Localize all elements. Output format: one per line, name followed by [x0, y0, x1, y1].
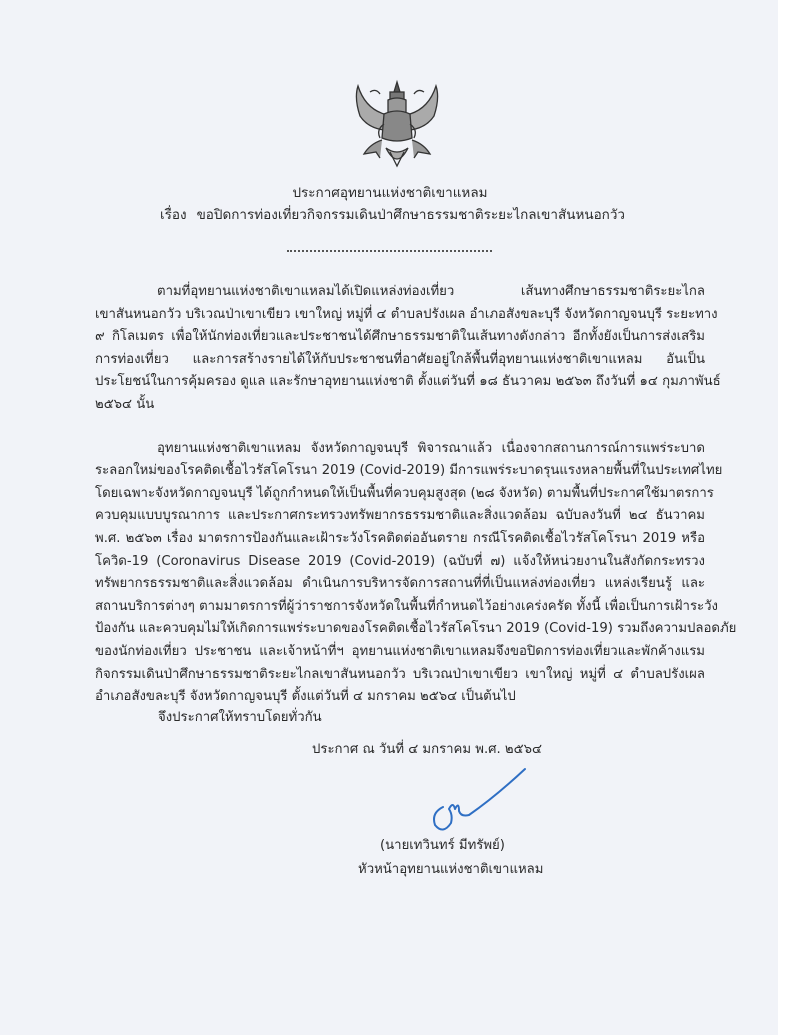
body-line: ของนักท่องเที่ยว ประชาชน และเจ้าหน้าที่ฯ อุทยานแห่งชาติเขาแหลมจึงขอปิดการท่องเที่ยวและพักค้างแรม [95, 643, 705, 659]
paragraph-2 [95, 438, 737, 709]
announcement-date: ประกาศ ณ วันที่ ๔ มกราคม พ.ศ. ๒๕๖๔ [312, 742, 542, 757]
body-line: อุทยานแห่งชาติเขาแหลม จังหวัดกาญจนบุรี พิจารณาแล้ว เนื่องจากสถานการณ์การแพร่ระบาด [157, 440, 705, 456]
body-line: โควิด-19 (Coronavirus Disease 2019 (Covid-2019) (ฉบับที่ ๗) แจ้งให้หน่วยงานในสังกัดกระทรวง [95, 553, 705, 569]
document-body [95, 281, 737, 709]
signer-position: หัวหน้าอุทยานแห่งชาติเขาแหลม [358, 862, 544, 877]
signature-icon [425, 765, 535, 835]
body-line: พ.ศ. ๒๕๖๓ เรื่อง มาตรการป้องกันและเฝ้าระวังโรคติดต่ออันตราย กรณีโรคติดเชื้อไวรัสโคโรนา 2019 หรือ [95, 530, 705, 546]
body-line: ควบคุมแบบบูรณาการ และประกาศกระทรวงทรัพยากรธรรมชาติและสิ่งแวดล้อม ฉบับลงวันที่ ๒๔ ธันวาคม [95, 508, 705, 524]
body-line: สถานบริการต่างๆ ตามมาตรการที่ผู้ว่าราชการจังหวัดในพื้นที่กำหนดไว้อย่างเคร่งครัด ทั้งนี้ เพื่อเป็นการเฝ้าระวัง [95, 598, 718, 614]
dotted-separator [287, 250, 492, 252]
garuda-emblem-icon [340, 78, 455, 173]
signer-name: (นายเทวินทร์ มีทรัพย์) [380, 838, 505, 853]
subject-label: เรื่อง [160, 207, 187, 223]
body-line: โดยเฉพาะจังหวัดกาญจนบุรี ได้ถูกกำหนดให้เป็นพื้นที่ควบคุมสูงสุด (๒๘ จังหวัด) ตามพื้นที่ประกาศใช้มาตรการ [95, 485, 714, 501]
body-line: ๒๕๖๔ นั้น [95, 396, 155, 412]
body-line: ตามที่อุทยานแห่งชาติเขาแหลมได้เปิดแหล่งท่องเที่ยว เส้นทางศึกษาธรรมชาติระยะไกล [157, 284, 705, 299]
body-line: กิจกรรมเดินป่าศึกษาธรรมชาติระยะไกลเขาสันหนอกวัว บริเวณป่าเขาเขียว เขาใหญ่ หมู่ที่ ๔ ตำบลปรังเผล [95, 666, 705, 682]
body-line: เขาสันหนอกวัว บริเวณป่าเขาเขียว เขาใหญ่ หมู่ที่ ๔ ตำบลปรังเผล อำเภอสังขละบุรี จังหวัดกาญจนบุรี ระยะทาง [95, 306, 718, 322]
announcement-subject [160, 205, 625, 225]
body-line: ประโยชน์ในการคุ้มครอง ดูแล และรักษาอุทยานแห่งชาติ ตั้งแต่วันที่ ๑๘ ธันวาคม ๒๕๖๓ ถึงวันที่ ๑๔ กุมภาพันธ์ [95, 374, 721, 390]
subject-text: ขอปิดการท่องเที่ยวกิจกรรมเดินป่าศึกษาธรรมชาติระยะไกลเขาสันหนอกวัว [196, 207, 626, 223]
body-line: อำเภอสังขละบุรี จังหวัดกาญจนบุรี ตั้งแต่วันที่ ๔ มกราคม ๒๕๖๔ เป็นต้นไป [95, 689, 516, 705]
body-line: ทรัพยากรธรรมชาติและสิ่งแวดล้อม ดำเนินการบริหารจัดการสถานที่ที่เป็นแหล่งท่องเที่ยว แหล่งเรียนรู้ และ [95, 576, 705, 592]
announcement-title: ประกาศอุทยานแห่งชาติเขาแหลม [292, 185, 488, 201]
body-line: ป้องกัน และควบคุมไม่ให้เกิดการแพร่ระบาดของโรคติดเชื้อไวรัสโคโรนา 2019 (Covid-19) รวมถึงความปลอดภัย [95, 621, 737, 637]
body-line: ระลอกใหม่ของโรคติดเชื้อไวรัสโคโรนา 2019 (Covid-2019) มีการแพร่ระบาดรุนแรงหลายพื้นที่ในประเทศไทย [95, 463, 723, 479]
paragraph-gap [95, 417, 705, 438]
paragraph-1 [95, 281, 721, 417]
body-line: ๙ กิโลเมตร เพื่อให้นักท่องเที่ยวและประชาชนได้ศึกษาธรรมชาติในเส้นทางดังกล่าว อีกทั้งยังเป็นการส่งเสริม [95, 329, 705, 345]
closing-statement: จึงประกาศให้ทราบโดยทั่วกัน [158, 710, 322, 725]
body-line: การท่องเที่ยว และการสร้างรายได้ให้กับประชาชนที่อาศัยอยู่ใกล้พื้นที่อุทยานแห่งชาติเขาแหลม อันเป็น [95, 351, 705, 367]
